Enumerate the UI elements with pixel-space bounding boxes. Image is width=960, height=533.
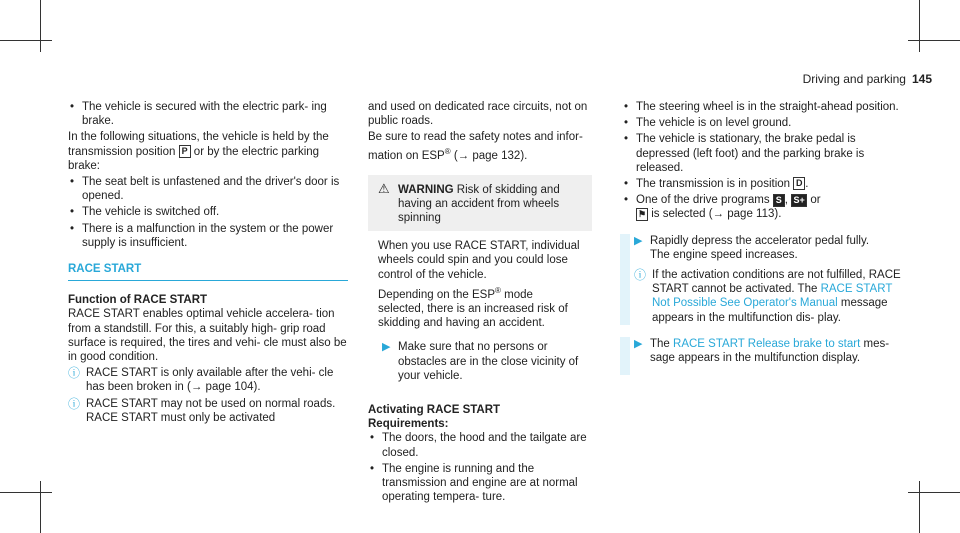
section-title: RACE START — [68, 262, 348, 281]
display-message: RACE START Not Possible See Operator's Manual — [652, 283, 893, 310]
crop-mark — [908, 492, 960, 493]
p-key-icon: P — [179, 145, 191, 158]
requirements-label: Requirements: — [368, 418, 449, 431]
action-block — [620, 337, 902, 375]
action-step: ▶ Make sure that no persons or obstacles are in the close vicinity of your vehicle. — [382, 341, 579, 382]
paragraph: In the following situations, the vehicle is held by the transmission position P or by the electric parking brake: — [68, 131, 329, 172]
bullet-list — [622, 100, 902, 222]
warning-body — [368, 231, 592, 391]
list-item: • The vehicle is secured with the electric park- ing brake. — [68, 100, 348, 128]
list-item: • The seat belt is unfastened and the driver's door is opened. — [68, 175, 348, 203]
subheading: Function of RACE START — [68, 294, 208, 307]
crop-mark — [0, 40, 52, 41]
warning-title: Risk of skidding and having an accident from wheels spinning — [398, 183, 560, 225]
arrow-right-icon: ▶ — [634, 234, 643, 247]
action-block — [620, 234, 902, 325]
column-left — [68, 100, 348, 425]
bullet-list — [68, 175, 348, 250]
warning-icon: ⚠ — [378, 180, 390, 196]
action-step: ▶ The RACE START Release brake to start mes- sage appears in the multifunction display. — [634, 337, 890, 365]
paragraph: When you use RACE START, individual wheels could spin and you could lose control of the vehicle. — [378, 240, 580, 281]
crop-mark — [40, 0, 41, 52]
d-key-icon: D — [793, 177, 805, 190]
sport-plus-program-icon: S+ — [791, 194, 807, 207]
paragraph: Be sure to read the safety notes and infor- mation on ESP® (→ page 132). — [368, 131, 583, 162]
warning-label: WARNING — [398, 183, 454, 196]
subheading: Activating RACE START — [368, 403, 501, 416]
arrow-right-icon: ▶ — [382, 341, 391, 354]
bullet-list — [368, 431, 592, 504]
note: ⓘ If the activation conditions are not fulfilled, RACE START cannot be activated. The RACE START Not Possible See Operator's Manual message appears in the multifunction dis- play. — [634, 268, 901, 324]
display-message: RACE START Release brake to start — [673, 337, 861, 350]
note: ⓘ RACE START is only available after the vehi- cle has been broken in (→ page 104). — [68, 366, 334, 394]
info-icon: ⓘ — [68, 366, 81, 381]
column-right — [622, 100, 902, 375]
sport-program-icon: S — [773, 194, 785, 207]
list-item: • There is a malfunction in the system or the power supply is insufficient. — [68, 222, 348, 250]
crop-mark — [919, 481, 920, 533]
column-middle — [368, 100, 592, 506]
list-item: • The vehicle is switched off. — [68, 205, 348, 219]
note: ⓘ RACE START may not be used on normal roads. RACE START must only be activated — [68, 396, 336, 424]
crop-mark — [0, 492, 52, 493]
warning-header — [378, 180, 582, 226]
race-program-icon: ⚑ — [637, 208, 647, 219]
list-item: • The steering wheel is in the straight-ahead position. — [622, 100, 902, 114]
page-number: 145 — [911, 72, 932, 86]
info-icon: ⓘ — [634, 268, 647, 283]
paragraph: Depending on the ESP® mode selected, there is an increased risk of skidding and having an accident. — [378, 285, 568, 330]
info-icon: ⓘ — [68, 396, 81, 411]
list-item: • The doors, the hood and the tailgate are closed. — [368, 431, 592, 459]
paragraph: and used on dedicated race circuits, not on public roads. — [368, 101, 588, 128]
header-title: Driving and parking — [802, 72, 906, 86]
crop-mark — [40, 481, 41, 533]
list-item: • The vehicle is on level ground. — [622, 116, 902, 130]
crop-mark — [919, 0, 920, 52]
warning-box — [368, 175, 592, 391]
crop-mark — [908, 40, 960, 41]
action-step: ▶ Rapidly depress the accelerator pedal fully. The engine speed increases. — [634, 234, 870, 261]
list-item: • The engine is running and the transmission and engine are at normal operating tempera- ture. — [368, 462, 592, 505]
list-item: • One of the drive programs S , S+ or ⚑ is selected (→ page 113). — [622, 193, 902, 221]
page-header — [803, 72, 932, 86]
list-item: • The vehicle is stationary, the brake pedal is depressed (left foot) and the parking brake is released. — [622, 132, 902, 175]
list-item: • The transmission is in position D . — [622, 177, 902, 191]
paragraph: RACE START enables optimal vehicle accelera- tion from a standstill. For this, a suitably high- grip road surface is required, the tires and vehi- cle must also be in good condition. — [68, 308, 347, 364]
arrow-right-icon: ▶ — [634, 337, 643, 350]
